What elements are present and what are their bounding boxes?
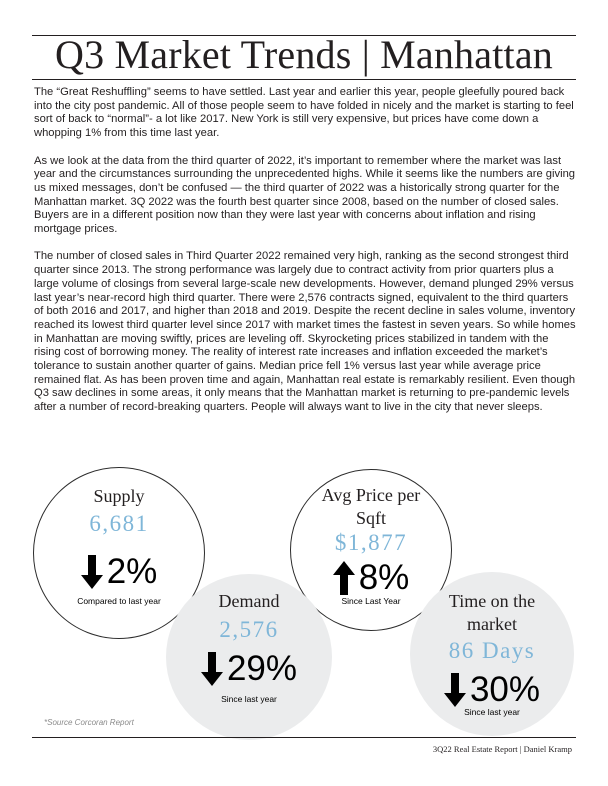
supply-value: 6,681 bbox=[89, 511, 149, 536]
article-body bbox=[34, 86, 576, 429]
arrow-down-icon bbox=[201, 652, 223, 686]
price-change-percent: 8% bbox=[358, 558, 410, 597]
supply-label: Supply bbox=[93, 486, 145, 506]
time-change-percent: 30% bbox=[469, 670, 541, 709]
arrow-up-icon bbox=[333, 561, 355, 595]
time-note: Since last year bbox=[464, 707, 520, 717]
time-value: 86 Days bbox=[448, 638, 536, 663]
supply-change bbox=[33, 553, 205, 591]
time-label-line1: Time on the bbox=[448, 591, 536, 611]
supply-change-percent: 2% bbox=[106, 552, 158, 591]
supply-note: Compared to last year bbox=[77, 596, 161, 606]
footer-rule bbox=[32, 737, 576, 738]
footer-text: 3Q22 Real Estate Report | Daniel Kramp bbox=[432, 744, 572, 754]
paragraph-2: As we look at the data from the third quarter of 2022, it’s important to remember where the market was last year and the circumstances surrounding the unprecedented highs. While it seems like the numbers are giving us mixed messages, don’t be confused — the third quarter of 2022 was a historically strong quarter for the Manhattan market. 3Q 2022 was the fourth best quarter since 2008, based on the number of closed sales. Buyers are in a different position now than they were last year with concerns about inflation and rising mortgage prices. bbox=[34, 154, 576, 236]
demand-change-percent: 29% bbox=[226, 649, 298, 688]
price-note: Since Last Year bbox=[341, 596, 401, 606]
paragraph-1: The “Great Reshuffling” seems to have settled. Last year and earlier this year, people gleefully poured back into the city post pandemic. All of those people seem to have folded in nicely and the market is starting to feel sort of back to “normal”- a lot like 2017. New York is still very expensive, but prices have come down a whopping 1% from this time last year. bbox=[34, 86, 574, 140]
demand-change bbox=[166, 650, 332, 688]
title-rule bbox=[32, 79, 576, 80]
source-note: *Source Corcoran Report bbox=[44, 718, 134, 727]
paragraph-3: The number of closed sales in Third Quarter 2022 remained very high, ranking as the second strongest third quarter since 2013. The strong performance was largely due to contract activity from prior quarters plus a large volume of closings from several large-scale new developments. However, demand plunged 29% versus last year’s near-record high third quarter. There were 2,576 contracts signed, equivalent to the third quarters of both 2016 and 2017, and higher than 2018 and 2019. Despite the recent decline in sales volume, inventory reached its lowest third quarter level since 2017 with market times the fastest in seven years. So while homes in Manhattan are moving swiftly, prices are leveling off. Skyrocketing prices stabilized in tandem with the rising cost of borrowing money. The reality of interest rate increases and inflation exceeded the market’s tolerance to sustain another quarter of gains. Median price fell 1% versus last year while average price remained flat. As has been proven time and again, Manhattan real estate is remarkably resilient. Even though Q3 saw declines in some areas, it only means that the Manhattan market is returning to pre-pandemic levels after a number of record-breaking quarters. People will always want to live in the city that never sleeps. bbox=[34, 250, 576, 414]
price-label-line1: Avg Price per bbox=[321, 485, 421, 505]
price-label-line2: Sqft bbox=[355, 508, 386, 528]
price-value: $1,877 bbox=[334, 530, 408, 555]
demand-label: Demand bbox=[218, 591, 280, 611]
arrow-down-icon bbox=[444, 673, 466, 707]
demand-note: Since last year bbox=[221, 694, 277, 704]
time-label-line2: market bbox=[467, 614, 517, 634]
time-change bbox=[410, 671, 574, 709]
arrow-down-icon bbox=[81, 555, 103, 589]
demand-value: 2,576 bbox=[219, 617, 279, 642]
page-title: Q3 Market Trends | Manhattan bbox=[54, 32, 553, 77]
